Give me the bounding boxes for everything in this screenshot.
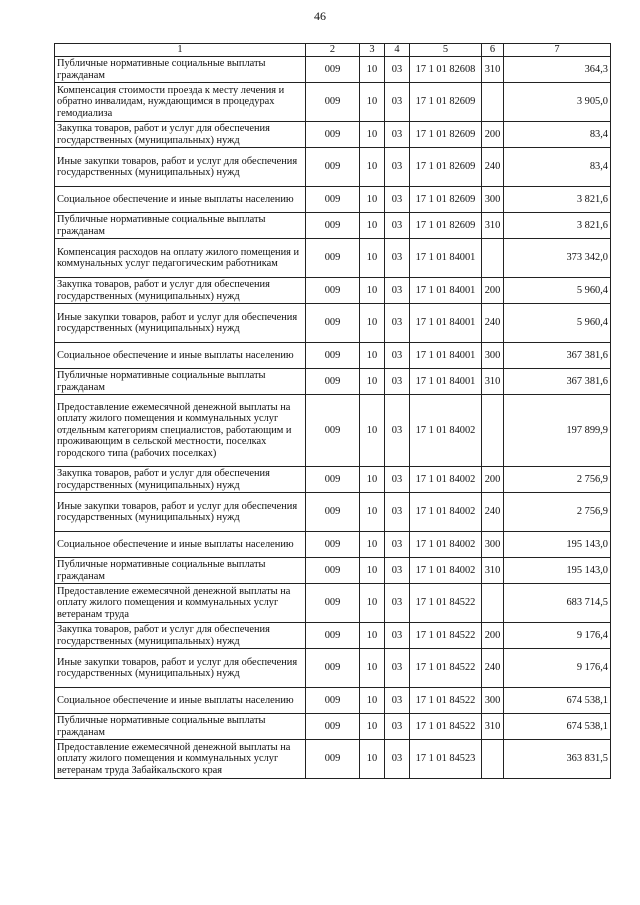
row-col-2: 009 [306, 688, 360, 714]
row-name: Социальное обеспечение и иные выплаты населению [55, 532, 306, 558]
row-col-3: 10 [360, 148, 385, 187]
row-col-6: 200 [482, 122, 504, 148]
row-col-2: 009 [306, 239, 360, 278]
row-col-6: 300 [482, 688, 504, 714]
row-col-3: 10 [360, 623, 385, 649]
row-col-5: 17 1 01 82609 [410, 187, 482, 213]
row-col-2: 009 [306, 304, 360, 343]
row-col-3: 10 [360, 239, 385, 278]
row-col-3: 10 [360, 493, 385, 532]
row-name: Компенсация стоимости проезда к месту лечения и обратно инвалидам, нуждающимся в процедурах гемодиализа [55, 83, 306, 122]
row-col-2: 009 [306, 584, 360, 623]
row-col-4: 03 [385, 584, 410, 623]
row-col-7: 3 821,6 [504, 213, 611, 239]
header-col-2: 2 [306, 44, 360, 57]
row-col-4: 03 [385, 623, 410, 649]
row-col-6 [482, 584, 504, 623]
row-col-2: 009 [306, 740, 360, 779]
row-col-5: 17 1 01 84002 [410, 493, 482, 532]
row-col-4: 03 [385, 395, 410, 467]
row-col-4: 03 [385, 688, 410, 714]
row-col-5: 17 1 01 82609 [410, 122, 482, 148]
row-col-7: 83,4 [504, 122, 611, 148]
row-col-2: 009 [306, 187, 360, 213]
table-row [55, 688, 611, 714]
table-row [55, 122, 611, 148]
row-col-5: 17 1 01 84522 [410, 714, 482, 740]
row-name: Предоставление ежемесячной денежной выплаты на оплату жилого помещения и коммунальных услуг ветеранам труда Забайкальского края [55, 740, 306, 779]
row-col-2: 009 [306, 122, 360, 148]
header-row [55, 44, 611, 57]
row-col-4: 03 [385, 122, 410, 148]
row-col-4: 03 [385, 467, 410, 493]
row-name: Иные закупки товаров, работ и услуг для обеспечения государственных (муниципальных) нужд [55, 304, 306, 343]
row-col-3: 10 [360, 57, 385, 83]
row-col-4: 03 [385, 83, 410, 122]
row-col-3: 10 [360, 304, 385, 343]
row-col-4: 03 [385, 187, 410, 213]
table-row [55, 623, 611, 649]
row-name: Иные закупки товаров, работ и услуг для обеспечения государственных (муниципальных) нужд [55, 493, 306, 532]
row-col-2: 009 [306, 369, 360, 395]
row-col-3: 10 [360, 688, 385, 714]
row-col-4: 03 [385, 493, 410, 532]
row-col-3: 10 [360, 467, 385, 493]
row-name: Иные закупки товаров, работ и услуг для обеспечения государственных (муниципальных) нужд [55, 148, 306, 187]
row-col-5: 17 1 01 82609 [410, 148, 482, 187]
table-row [55, 148, 611, 187]
table-row [55, 740, 611, 779]
row-col-6: 240 [482, 493, 504, 532]
row-col-7: 3 905,0 [504, 83, 611, 122]
row-col-5: 17 1 01 84522 [410, 623, 482, 649]
row-col-6: 200 [482, 278, 504, 304]
row-col-3: 10 [360, 278, 385, 304]
row-col-6: 300 [482, 532, 504, 558]
row-col-7: 373 342,0 [504, 239, 611, 278]
row-col-2: 009 [306, 57, 360, 83]
row-col-7: 674 538,1 [504, 714, 611, 740]
row-col-5: 17 1 01 84522 [410, 584, 482, 623]
row-col-4: 03 [385, 148, 410, 187]
row-col-5: 17 1 01 82609 [410, 213, 482, 239]
row-col-3: 10 [360, 187, 385, 213]
table-row [55, 83, 611, 122]
row-col-7: 683 714,5 [504, 584, 611, 623]
row-col-6: 300 [482, 343, 504, 369]
header-col-7: 7 [504, 44, 611, 57]
row-name: Иные закупки товаров, работ и услуг для обеспечения государственных (муниципальных) нужд [55, 649, 306, 688]
row-col-4: 03 [385, 649, 410, 688]
row-col-3: 10 [360, 532, 385, 558]
row-name: Закупка товаров, работ и услуг для обеспечения государственных (муниципальных) нужд [55, 623, 306, 649]
row-col-6: 310 [482, 714, 504, 740]
row-col-3: 10 [360, 343, 385, 369]
row-col-6: 240 [482, 304, 504, 343]
row-col-6 [482, 395, 504, 467]
row-col-6: 200 [482, 623, 504, 649]
row-col-2: 009 [306, 649, 360, 688]
row-col-2: 009 [306, 623, 360, 649]
row-col-5: 17 1 01 84001 [410, 369, 482, 395]
table-row [55, 558, 611, 584]
row-col-3: 10 [360, 369, 385, 395]
row-name: Социальное обеспечение и иные выплаты населению [55, 187, 306, 213]
row-col-5: 17 1 01 84523 [410, 740, 482, 779]
row-col-5: 17 1 01 84522 [410, 649, 482, 688]
row-col-5: 17 1 01 84001 [410, 304, 482, 343]
row-col-4: 03 [385, 558, 410, 584]
row-col-7: 83,4 [504, 148, 611, 187]
row-col-3: 10 [360, 395, 385, 467]
row-name: Публичные нормативные социальные выплаты гражданам [55, 369, 306, 395]
table-row [55, 239, 611, 278]
row-col-2: 009 [306, 467, 360, 493]
row-name: Предоставление ежемесячной денежной выплаты на оплату жилого помещения и коммунальных услуг ветеранам труда [55, 584, 306, 623]
row-col-3: 10 [360, 649, 385, 688]
table-row [55, 278, 611, 304]
row-col-7: 5 960,4 [504, 304, 611, 343]
table-row [55, 532, 611, 558]
header-col-5: 5 [410, 44, 482, 57]
header-col-4: 4 [385, 44, 410, 57]
row-col-4: 03 [385, 239, 410, 278]
header-col-6: 6 [482, 44, 504, 57]
row-name: Предоставление ежемесячной денежной выплаты на оплату жилого помещения и коммунальных услуг отдельным категориям специалистов, работающим и проживающим в сельской местности, поселках городского типа (рабочих поселках) [55, 395, 306, 467]
row-col-4: 03 [385, 532, 410, 558]
row-col-5: 17 1 01 84001 [410, 239, 482, 278]
row-col-3: 10 [360, 584, 385, 623]
row-col-7: 364,3 [504, 57, 611, 83]
row-col-2: 009 [306, 532, 360, 558]
table-row [55, 187, 611, 213]
row-col-4: 03 [385, 369, 410, 395]
row-col-5: 17 1 01 84001 [410, 278, 482, 304]
table-row [55, 369, 611, 395]
row-col-7: 2 756,9 [504, 467, 611, 493]
row-col-6: 300 [482, 187, 504, 213]
table-row [55, 57, 611, 83]
row-name: Закупка товаров, работ и услуг для обеспечения государственных (муниципальных) нужд [55, 278, 306, 304]
row-col-6 [482, 740, 504, 779]
budget-table [54, 43, 611, 779]
row-col-7: 9 176,4 [504, 649, 611, 688]
row-name: Компенсация расходов на оплату жилого помещения и коммунальных услуг педагогическим работникам [55, 239, 306, 278]
table-row [55, 649, 611, 688]
row-col-7: 674 538,1 [504, 688, 611, 714]
row-col-3: 10 [360, 558, 385, 584]
row-col-6 [482, 83, 504, 122]
row-col-6: 240 [482, 148, 504, 187]
row-col-4: 03 [385, 714, 410, 740]
row-col-4: 03 [385, 278, 410, 304]
row-col-6: 240 [482, 649, 504, 688]
row-col-5: 17 1 01 82608 [410, 57, 482, 83]
row-col-5: 17 1 01 84002 [410, 532, 482, 558]
row-col-5: 17 1 01 84002 [410, 558, 482, 584]
header-col-3: 3 [360, 44, 385, 57]
row-col-2: 009 [306, 213, 360, 239]
row-col-6: 310 [482, 213, 504, 239]
row-col-2: 009 [306, 278, 360, 304]
row-col-6: 310 [482, 558, 504, 584]
row-col-5: 17 1 01 84001 [410, 343, 482, 369]
row-col-3: 10 [360, 122, 385, 148]
row-col-5: 17 1 01 82609 [410, 83, 482, 122]
row-col-2: 009 [306, 558, 360, 584]
row-col-3: 10 [360, 714, 385, 740]
table-body [55, 57, 611, 779]
table-row [55, 493, 611, 532]
row-name: Публичные нормативные социальные выплаты гражданам [55, 57, 306, 83]
table-row [55, 213, 611, 239]
row-col-5: 17 1 01 84522 [410, 688, 482, 714]
row-col-4: 03 [385, 57, 410, 83]
row-name: Закупка товаров, работ и услуг для обеспечения государственных (муниципальных) нужд [55, 467, 306, 493]
table-row [55, 343, 611, 369]
row-col-6: 310 [482, 57, 504, 83]
row-name: Публичные нормативные социальные выплаты гражданам [55, 558, 306, 584]
row-col-7: 9 176,4 [504, 623, 611, 649]
table-row [55, 395, 611, 467]
table-row [55, 304, 611, 343]
row-name: Закупка товаров, работ и услуг для обеспечения государственных (муниципальных) нужд [55, 122, 306, 148]
table-row [55, 714, 611, 740]
row-col-6 [482, 239, 504, 278]
row-col-4: 03 [385, 740, 410, 779]
table-row [55, 584, 611, 623]
row-name: Социальное обеспечение и иные выплаты населению [55, 343, 306, 369]
row-col-7: 367 381,6 [504, 343, 611, 369]
row-col-3: 10 [360, 83, 385, 122]
row-col-7: 195 143,0 [504, 532, 611, 558]
row-col-2: 009 [306, 343, 360, 369]
row-name: Публичные нормативные социальные выплаты гражданам [55, 213, 306, 239]
row-col-2: 009 [306, 148, 360, 187]
row-col-2: 009 [306, 395, 360, 467]
row-col-2: 009 [306, 493, 360, 532]
page-number: 46 [314, 9, 326, 23]
row-col-3: 10 [360, 213, 385, 239]
row-name: Социальное обеспечение и иные выплаты населению [55, 688, 306, 714]
row-col-6: 310 [482, 369, 504, 395]
row-col-7: 3 821,6 [504, 187, 611, 213]
header-col-1: 1 [55, 44, 306, 57]
row-col-5: 17 1 01 84002 [410, 395, 482, 467]
row-name: Публичные нормативные социальные выплаты гражданам [55, 714, 306, 740]
row-col-2: 009 [306, 83, 360, 122]
row-col-4: 03 [385, 343, 410, 369]
table-header [55, 44, 611, 57]
table-row [55, 467, 611, 493]
row-col-7: 363 831,5 [504, 740, 611, 779]
row-col-7: 197 899,9 [504, 395, 611, 467]
row-col-7: 367 381,6 [504, 369, 611, 395]
row-col-4: 03 [385, 304, 410, 343]
row-col-7: 195 143,0 [504, 558, 611, 584]
row-col-2: 009 [306, 714, 360, 740]
row-col-5: 17 1 01 84002 [410, 467, 482, 493]
row-col-3: 10 [360, 740, 385, 779]
row-col-4: 03 [385, 213, 410, 239]
row-col-6: 200 [482, 467, 504, 493]
row-col-7: 5 960,4 [504, 278, 611, 304]
row-col-7: 2 756,9 [504, 493, 611, 532]
